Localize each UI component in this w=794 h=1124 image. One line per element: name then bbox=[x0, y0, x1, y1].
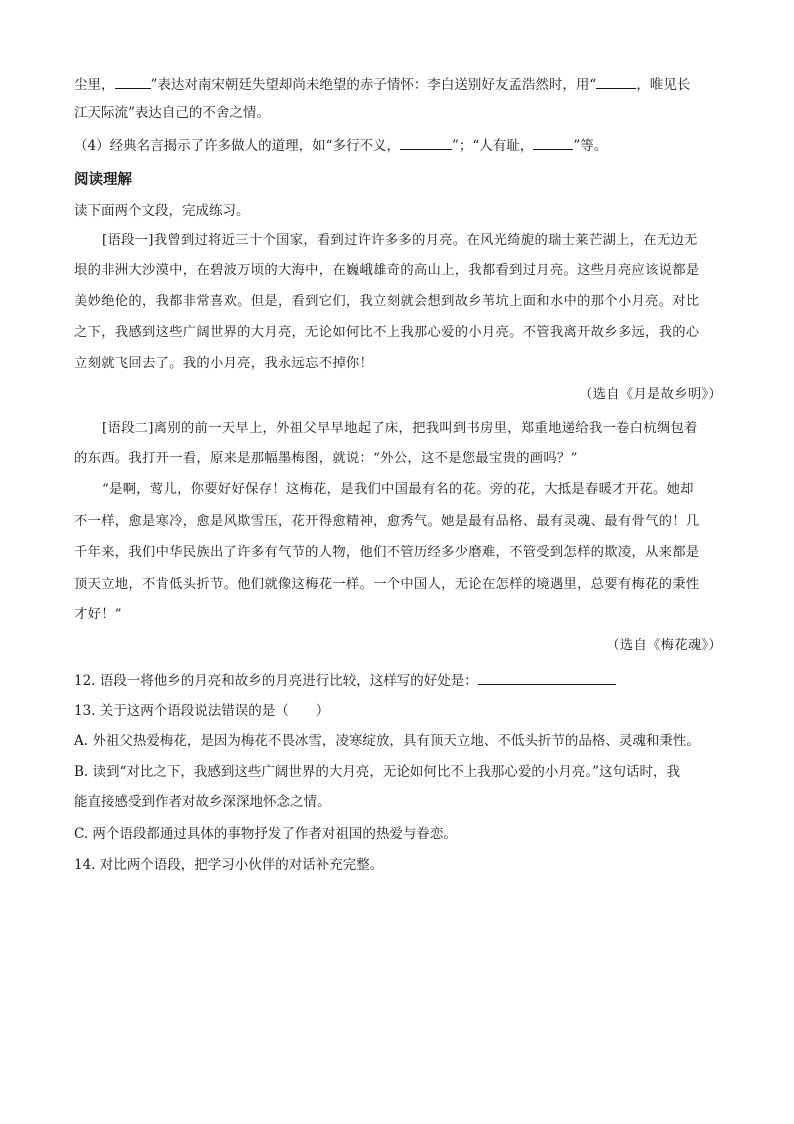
text-segment: 尘里， bbox=[74, 77, 115, 93]
passage2-source: （选自《梅花魂》） bbox=[606, 638, 722, 653]
passage1-source: （选自《月是故乡明》） bbox=[579, 387, 722, 402]
question-14: 14. 对比两个语段，把学习小伙伴的对话补充完整。 bbox=[74, 857, 384, 873]
question-12 bbox=[74, 671, 722, 691]
answer-blank[interactable] bbox=[533, 136, 573, 150]
question-4 bbox=[74, 136, 722, 156]
passage2-line: 顶天立地，不肯低头折节。他们就像这梅花一样。一个中国人，无论在怎样的境遇里，总要有梅花的秉性 bbox=[74, 577, 700, 592]
passage2-line: [语段二]离别的前一天早上，外祖父早早地起了床，把我叫到书房里，郑重地递给我一卷白杭绸包着 bbox=[102, 421, 698, 436]
text-segment: （4）经典名言揭示了许多做人的道理，如“多行不义， bbox=[74, 138, 400, 154]
instructions: 读下面两个文段，完成练习。 bbox=[74, 203, 250, 219]
question-text: 12. 语段一将他乡的月亮和故乡的月亮进行比较，这样写的好处是： bbox=[74, 673, 478, 689]
passage2-line: 才好！” bbox=[74, 607, 122, 622]
answer-blank[interactable] bbox=[115, 75, 151, 89]
passage1-line: [语段一]我曾到过将近三十个国家，看到过许许多多的月亮。在风光绮旎的瑞士莱芒湖上，在无边无 bbox=[102, 233, 698, 248]
text-segment: ”表达对南宋朝廷失望却尚未绝望的赤子情怀：李白送别好友孟浩然时，用“ bbox=[150, 77, 597, 93]
text-segment: ”等。 bbox=[573, 138, 608, 154]
passage2-line: “是啊，莺儿，你要好好保存！这梅花，是我们中国最有名的花。旁的花，大抵是春暖才开花。她却 bbox=[102, 482, 694, 497]
passage1-line: 垠的非洲大沙漠中，在碧波万顷的大海中，在巍峨雄奇的高山上，我都看到过月亮。这些月亮应该说都是 bbox=[74, 263, 700, 278]
answer-blank[interactable] bbox=[478, 671, 616, 685]
answer-blank[interactable] bbox=[400, 136, 452, 150]
passage2-line: 不一样，愈是寒冷，愈是风欺雪压，花开得愈精神，愈秀气。她是最有品格、最有灵魂、最有骨气的！几 bbox=[74, 514, 700, 529]
option-b-line-1[interactable]: B. 读到“对比之下，我感到这些广阔世界的大月亮，无论如何比不上我那心爱的小月亮。”这句话时，我 bbox=[74, 764, 681, 780]
passage2-line: 的东西。我打开一看，原来是那幅墨梅图，就说：“外公，这不是您最宝贵的画吗？” bbox=[74, 451, 578, 466]
fill-in-line-2 bbox=[74, 103, 722, 123]
text-segment: ”；“人有耻， bbox=[452, 138, 534, 154]
fill-in-line-1 bbox=[74, 75, 722, 95]
option-c[interactable]: C. 两个语段都通过具体的事物抒发了作者对祖国的热爱与眷恋。 bbox=[74, 826, 457, 842]
option-b-line-2[interactable]: 能直接感受到作者对故乡深深地怀念之情。 bbox=[74, 794, 331, 810]
text-segment: 江天际流”表达自己的不舍之情。 bbox=[74, 105, 270, 121]
passage1-line: 之下，我感到这些广阔世界的大月亮，无论如何比不上我那心爱的小月亮。不管我离开故乡多远，我的心 bbox=[74, 325, 700, 340]
section-title: 阅读理解 bbox=[74, 172, 132, 188]
answer-blank[interactable] bbox=[596, 75, 636, 89]
passage1-line: 立刻就飞回去了。我的小月亮，我永远忘不掉你！ bbox=[74, 356, 374, 371]
option-a[interactable]: A. 外祖父热爱梅花，是因为梅花不畏冰雪，凌寒绽放，具有顶天立地、不低头折节的品格、灵魂和秉性。 bbox=[74, 733, 700, 749]
passage1-line: 美妙绝伦的，我都非常喜欢。但是，看到它们，我立刻就会想到故乡苇坑上面和水中的那个小月亮。对比 bbox=[74, 294, 700, 309]
passage2-line: 千年来，我们中华民族出了许多有气节的人物，他们不管历经多少磨难，不管受到怎样的欺凌，从来都是 bbox=[74, 545, 700, 560]
question-13: 13. 关于这两个语段说法错误的是（ ） bbox=[74, 703, 330, 719]
text-segment: ，唯见长 bbox=[636, 77, 691, 93]
